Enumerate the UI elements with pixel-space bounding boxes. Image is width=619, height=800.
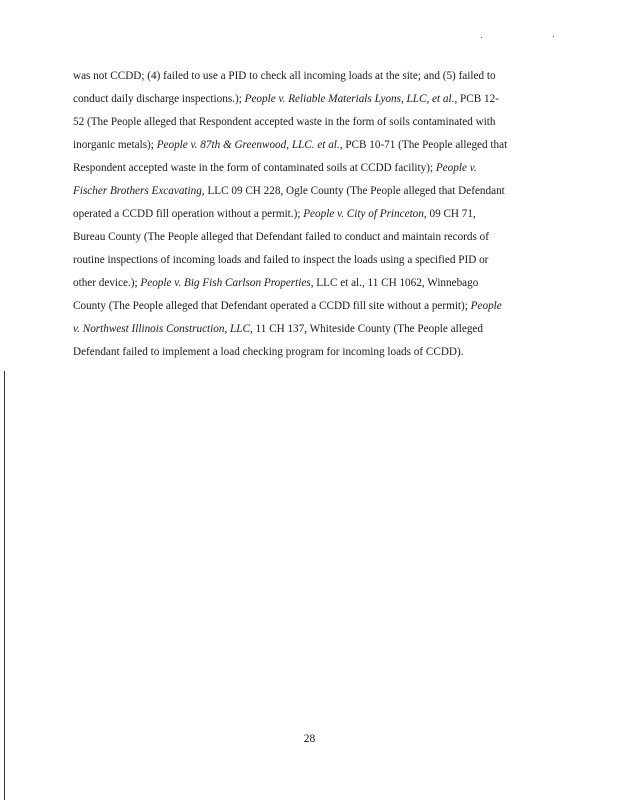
text-segment: , LLC et al., 11 CH 1062, Winnebago xyxy=(310,277,479,289)
text-line xyxy=(73,65,553,88)
text-line xyxy=(73,341,553,364)
text-line xyxy=(73,88,553,111)
text-line xyxy=(73,295,553,318)
case-citation: Fischer Brothers Excavating xyxy=(73,185,202,197)
text-segment: 52 (The People alleged that Respondent accepted waste in the form of soils contaminated with xyxy=(73,116,496,128)
case-citation: People v. Big Fish Carlson Properties xyxy=(140,277,311,289)
text-segment: routine inspections of incoming loads and failed to inspect the loads using a specified PID or xyxy=(73,254,489,266)
text-line xyxy=(73,226,553,249)
case-citation: People v. xyxy=(435,162,477,174)
text-line xyxy=(73,318,553,341)
text-line xyxy=(73,249,553,272)
text-segment: Respondent accepted waste in the form of contaminated soils at CCDD facility); xyxy=(73,162,436,174)
text-segment: , 11 CH 137, Whiteside County (The People alleged xyxy=(249,323,483,335)
text-segment: Defendant failed to implement a load checking program for incoming loads of CCDD). xyxy=(73,346,464,358)
text-segment: conduct daily discharge inspections.); xyxy=(73,93,245,105)
text-segment: inorganic metals); xyxy=(73,139,157,151)
text-line xyxy=(73,272,553,295)
text-segment: other device.); xyxy=(73,277,141,289)
text-segment: , LLC 09 CH 228, Ogle County (The People alleged that Defendant xyxy=(201,185,505,197)
case-citation: People v. City of Princeton xyxy=(303,208,424,220)
scan-speck xyxy=(553,36,554,37)
text-segment: Bureau County (The People alleged that Defendant failed to conduct and maintain records of xyxy=(73,231,489,243)
case-citation: v. Northwest Illinois Construction, LLC xyxy=(73,323,250,335)
page-number: 28 xyxy=(303,733,316,745)
text-line xyxy=(73,157,553,180)
text-segment: , PCB 10-71 (The People alleged that xyxy=(339,139,508,151)
text-segment: , 09 CH 71, xyxy=(423,208,476,220)
case-citation: People xyxy=(470,300,502,312)
text-segment: County (The People alleged that Defendant operated a CCDD fill site without a permit); xyxy=(73,300,471,312)
case-citation: People v. Reliable Materials Lyons, LLC, et al. xyxy=(244,93,455,105)
text-line xyxy=(73,180,553,203)
text-line xyxy=(73,134,553,157)
text-segment: operated a CCDD fill operation without a permit.); xyxy=(73,208,304,220)
body-paragraph xyxy=(73,65,553,364)
text-segment: was not CCDD; (4) failed to use a PID to check all incoming loads at the site; and (5) failed to xyxy=(73,70,496,82)
scan-speck xyxy=(481,37,482,38)
text-line xyxy=(73,203,553,226)
text-line xyxy=(73,111,553,134)
case-citation: People v. 87th & Greenwood, LLC. et al. xyxy=(156,139,340,151)
text-segment: , PCB 12- xyxy=(454,93,499,105)
